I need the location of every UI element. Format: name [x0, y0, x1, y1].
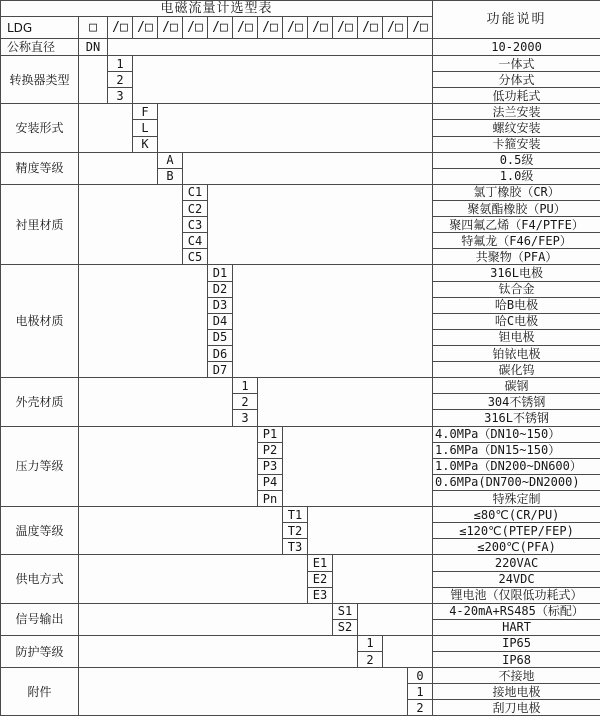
filler-cell: [79, 668, 408, 716]
code-box: P4: [258, 474, 283, 490]
function-description-value: 哈B电极: [433, 297, 600, 313]
category-label: 精度等级: [1, 152, 79, 184]
filler-cell: [79, 507, 283, 555]
function-description-value: 刮刀电极: [433, 700, 600, 716]
function-description-value: IP68: [433, 652, 600, 668]
filler-cell: [79, 603, 333, 635]
code-box: B: [158, 168, 183, 184]
code-slot-1: /□: [108, 17, 133, 39]
option-row: [1, 56, 600, 72]
code-box: A: [158, 152, 183, 168]
filler-cell: [79, 426, 258, 507]
filler-cell: [79, 104, 133, 152]
function-description-value: 钽电极: [433, 329, 600, 345]
function-description-value: 聚四氟乙烯（F4/PTFE）: [433, 217, 600, 233]
category-label: 防护等级: [1, 635, 79, 667]
function-description-value: IP65: [433, 635, 600, 651]
function-description-value: 碳钢: [433, 378, 600, 394]
code-box: D4: [208, 313, 233, 329]
function-description-value: 法兰安装: [433, 104, 600, 120]
code-box: P1: [258, 426, 283, 442]
option-row: [1, 603, 600, 619]
nominal-diameter-label: 公称直径: [1, 39, 79, 56]
code-box: T2: [283, 523, 308, 539]
category-label: 信号输出: [1, 603, 79, 635]
option-row: [1, 152, 600, 168]
code-box: C4: [183, 233, 208, 249]
option-row: [1, 555, 600, 571]
option-row: [1, 635, 600, 651]
code-box: 2: [358, 652, 383, 668]
code-box: 3: [233, 410, 258, 426]
filler-cell: [79, 555, 308, 603]
function-description-value: 1.0MPa（DN200~DN600）: [433, 458, 600, 474]
function-description-value: 卡箍安装: [433, 136, 600, 152]
code-box: 2: [108, 72, 133, 88]
code-slot-5: /□: [208, 17, 233, 39]
function-description-value: 钛合金: [433, 281, 600, 297]
function-description-value: 316L电极: [433, 265, 600, 281]
function-description-value: 特殊定制: [433, 490, 600, 506]
code-slot-11: /□: [358, 17, 383, 39]
code-box: S1: [333, 603, 358, 619]
code-slot-10: /□: [333, 17, 358, 39]
code-box: E2: [308, 571, 333, 587]
function-description-value: 一体式: [433, 56, 600, 72]
filler-cell: [108, 39, 433, 56]
code-box: 2: [233, 394, 258, 410]
filler-cell: [208, 184, 433, 265]
category-label: 压力等级: [1, 426, 79, 507]
option-row: [1, 426, 600, 442]
category-label: 供电方式: [1, 555, 79, 603]
function-description-value: 低功耗式: [433, 88, 600, 104]
filler-cell: [233, 265, 433, 378]
function-description-value: ≤120℃(PTEP/FEP): [433, 523, 600, 539]
code-box: F: [133, 104, 158, 120]
function-description-value: 不接地: [433, 668, 600, 684]
option-row: [1, 378, 600, 394]
function-description-header: 功能说明: [433, 1, 600, 39]
filler-cell: [158, 104, 433, 152]
category-label: 外壳材质: [1, 378, 79, 426]
code-box: P2: [258, 442, 283, 458]
function-description-value: 碳化钨: [433, 362, 600, 378]
code-box: L: [133, 120, 158, 136]
code-box: T3: [283, 539, 308, 555]
filler-cell: [79, 635, 358, 667]
code-box: 0: [408, 668, 433, 684]
code-box: T1: [283, 507, 308, 523]
category-label: 温度等级: [1, 507, 79, 555]
filler-cell: [258, 378, 433, 426]
function-description-value: 316L不锈钢: [433, 410, 600, 426]
function-description-value: 分体式: [433, 72, 600, 88]
function-description-value: 220VAC: [433, 555, 600, 571]
code-box: D2: [208, 281, 233, 297]
filler-cell: [79, 378, 233, 426]
code-slot-12: /□: [383, 17, 408, 39]
option-row: [1, 265, 600, 281]
code-box: 2: [408, 700, 433, 716]
code-slot-3: /□: [158, 17, 183, 39]
page-title: 电磁流量计选型表: [1, 1, 433, 17]
diameter-range-value: 10-2000: [433, 39, 600, 56]
ldg-checkbox: □: [79, 17, 108, 39]
filler-cell: [183, 152, 433, 184]
code-box: E3: [308, 587, 333, 603]
category-label: 转换器类型: [1, 56, 79, 104]
code-box: D5: [208, 329, 233, 345]
code-box: P3: [258, 458, 283, 474]
category-label: 衬里材质: [1, 184, 79, 265]
filler-cell: [283, 426, 433, 507]
function-description-value: 共聚物（PFA）: [433, 249, 600, 265]
filler-cell: [79, 184, 183, 265]
filler-cell: [79, 56, 108, 104]
function-description-value: 氯丁橡胶（CR）: [433, 184, 600, 200]
code-box: Pn: [258, 490, 283, 506]
function-description-value: ≤200℃(PFA): [433, 539, 600, 555]
code-box: 1: [358, 635, 383, 651]
filler-cell: [79, 152, 158, 184]
code-box: D7: [208, 362, 233, 378]
filler-cell: [308, 507, 433, 555]
code-box: D6: [208, 345, 233, 361]
function-description-value: 4.0MPa（DN10~150）: [433, 426, 600, 442]
code-slot-4: /□: [183, 17, 208, 39]
code-slot-7: /□: [258, 17, 283, 39]
code-box: 3: [108, 88, 133, 104]
code-box: S2: [333, 619, 358, 635]
category-label: 电极材质: [1, 265, 79, 378]
function-description-value: ≤80℃(CR/PU): [433, 507, 600, 523]
function-description-value: HART: [433, 619, 600, 635]
filler-cell: [333, 555, 433, 603]
option-row: [1, 104, 600, 120]
code-box: C3: [183, 217, 208, 233]
code-box: C1: [183, 184, 208, 200]
function-description-value: 哈C电极: [433, 313, 600, 329]
code-box: 1: [408, 684, 433, 700]
code-box: 1: [233, 378, 258, 394]
category-label: 安装形式: [1, 104, 79, 152]
filler-cell: [79, 265, 208, 378]
code-slot-6: /□: [233, 17, 258, 39]
function-description-value: 聚氨酯橡胶（PU）: [433, 200, 600, 216]
function-description-value: 1.0级: [433, 168, 600, 184]
dn-code: DN: [79, 39, 108, 56]
option-row: [1, 184, 600, 200]
function-description-value: 0.6MPa(DN700~DN2000): [433, 474, 600, 490]
code-box: D3: [208, 297, 233, 313]
option-row: [1, 507, 600, 523]
function-description-value: 0.5级: [433, 152, 600, 168]
category-label: 附件: [1, 668, 79, 716]
code-slot-9: /□: [308, 17, 333, 39]
table-title-row: [1, 1, 600, 17]
function-description-value: 特氟龙（F46/FEP）: [433, 233, 600, 249]
filler-cell: [133, 56, 433, 104]
code-box: 1: [108, 56, 133, 72]
function-description-value: 24VDC: [433, 571, 600, 587]
function-description-value: 接地电极: [433, 684, 600, 700]
code-slot-2: /□: [133, 17, 158, 39]
ldg-label: LDG: [1, 17, 79, 39]
code-box: D1: [208, 265, 233, 281]
option-row: [1, 668, 600, 684]
function-description-value: 4-20mA+RS485（标配）: [433, 603, 600, 619]
code-box: E1: [308, 555, 333, 571]
nominal-diameter-row: [1, 39, 600, 56]
code-box: C2: [183, 200, 208, 216]
filler-cell: [383, 635, 433, 667]
code-slot-8: /□: [283, 17, 308, 39]
code-slot-13: /□: [408, 17, 433, 39]
function-description-value: 螺纹安装: [433, 120, 600, 136]
function-description-value: 锂电池（仅限低功耗式）: [433, 587, 600, 603]
function-description-value: 304不锈钢: [433, 394, 600, 410]
function-description-value: 铂铱电极: [433, 345, 600, 361]
function-description-value: 1.6MPa（DN15~150）: [433, 442, 600, 458]
code-box: C5: [183, 249, 208, 265]
filler-cell: [358, 603, 433, 635]
code-box: K: [133, 136, 158, 152]
